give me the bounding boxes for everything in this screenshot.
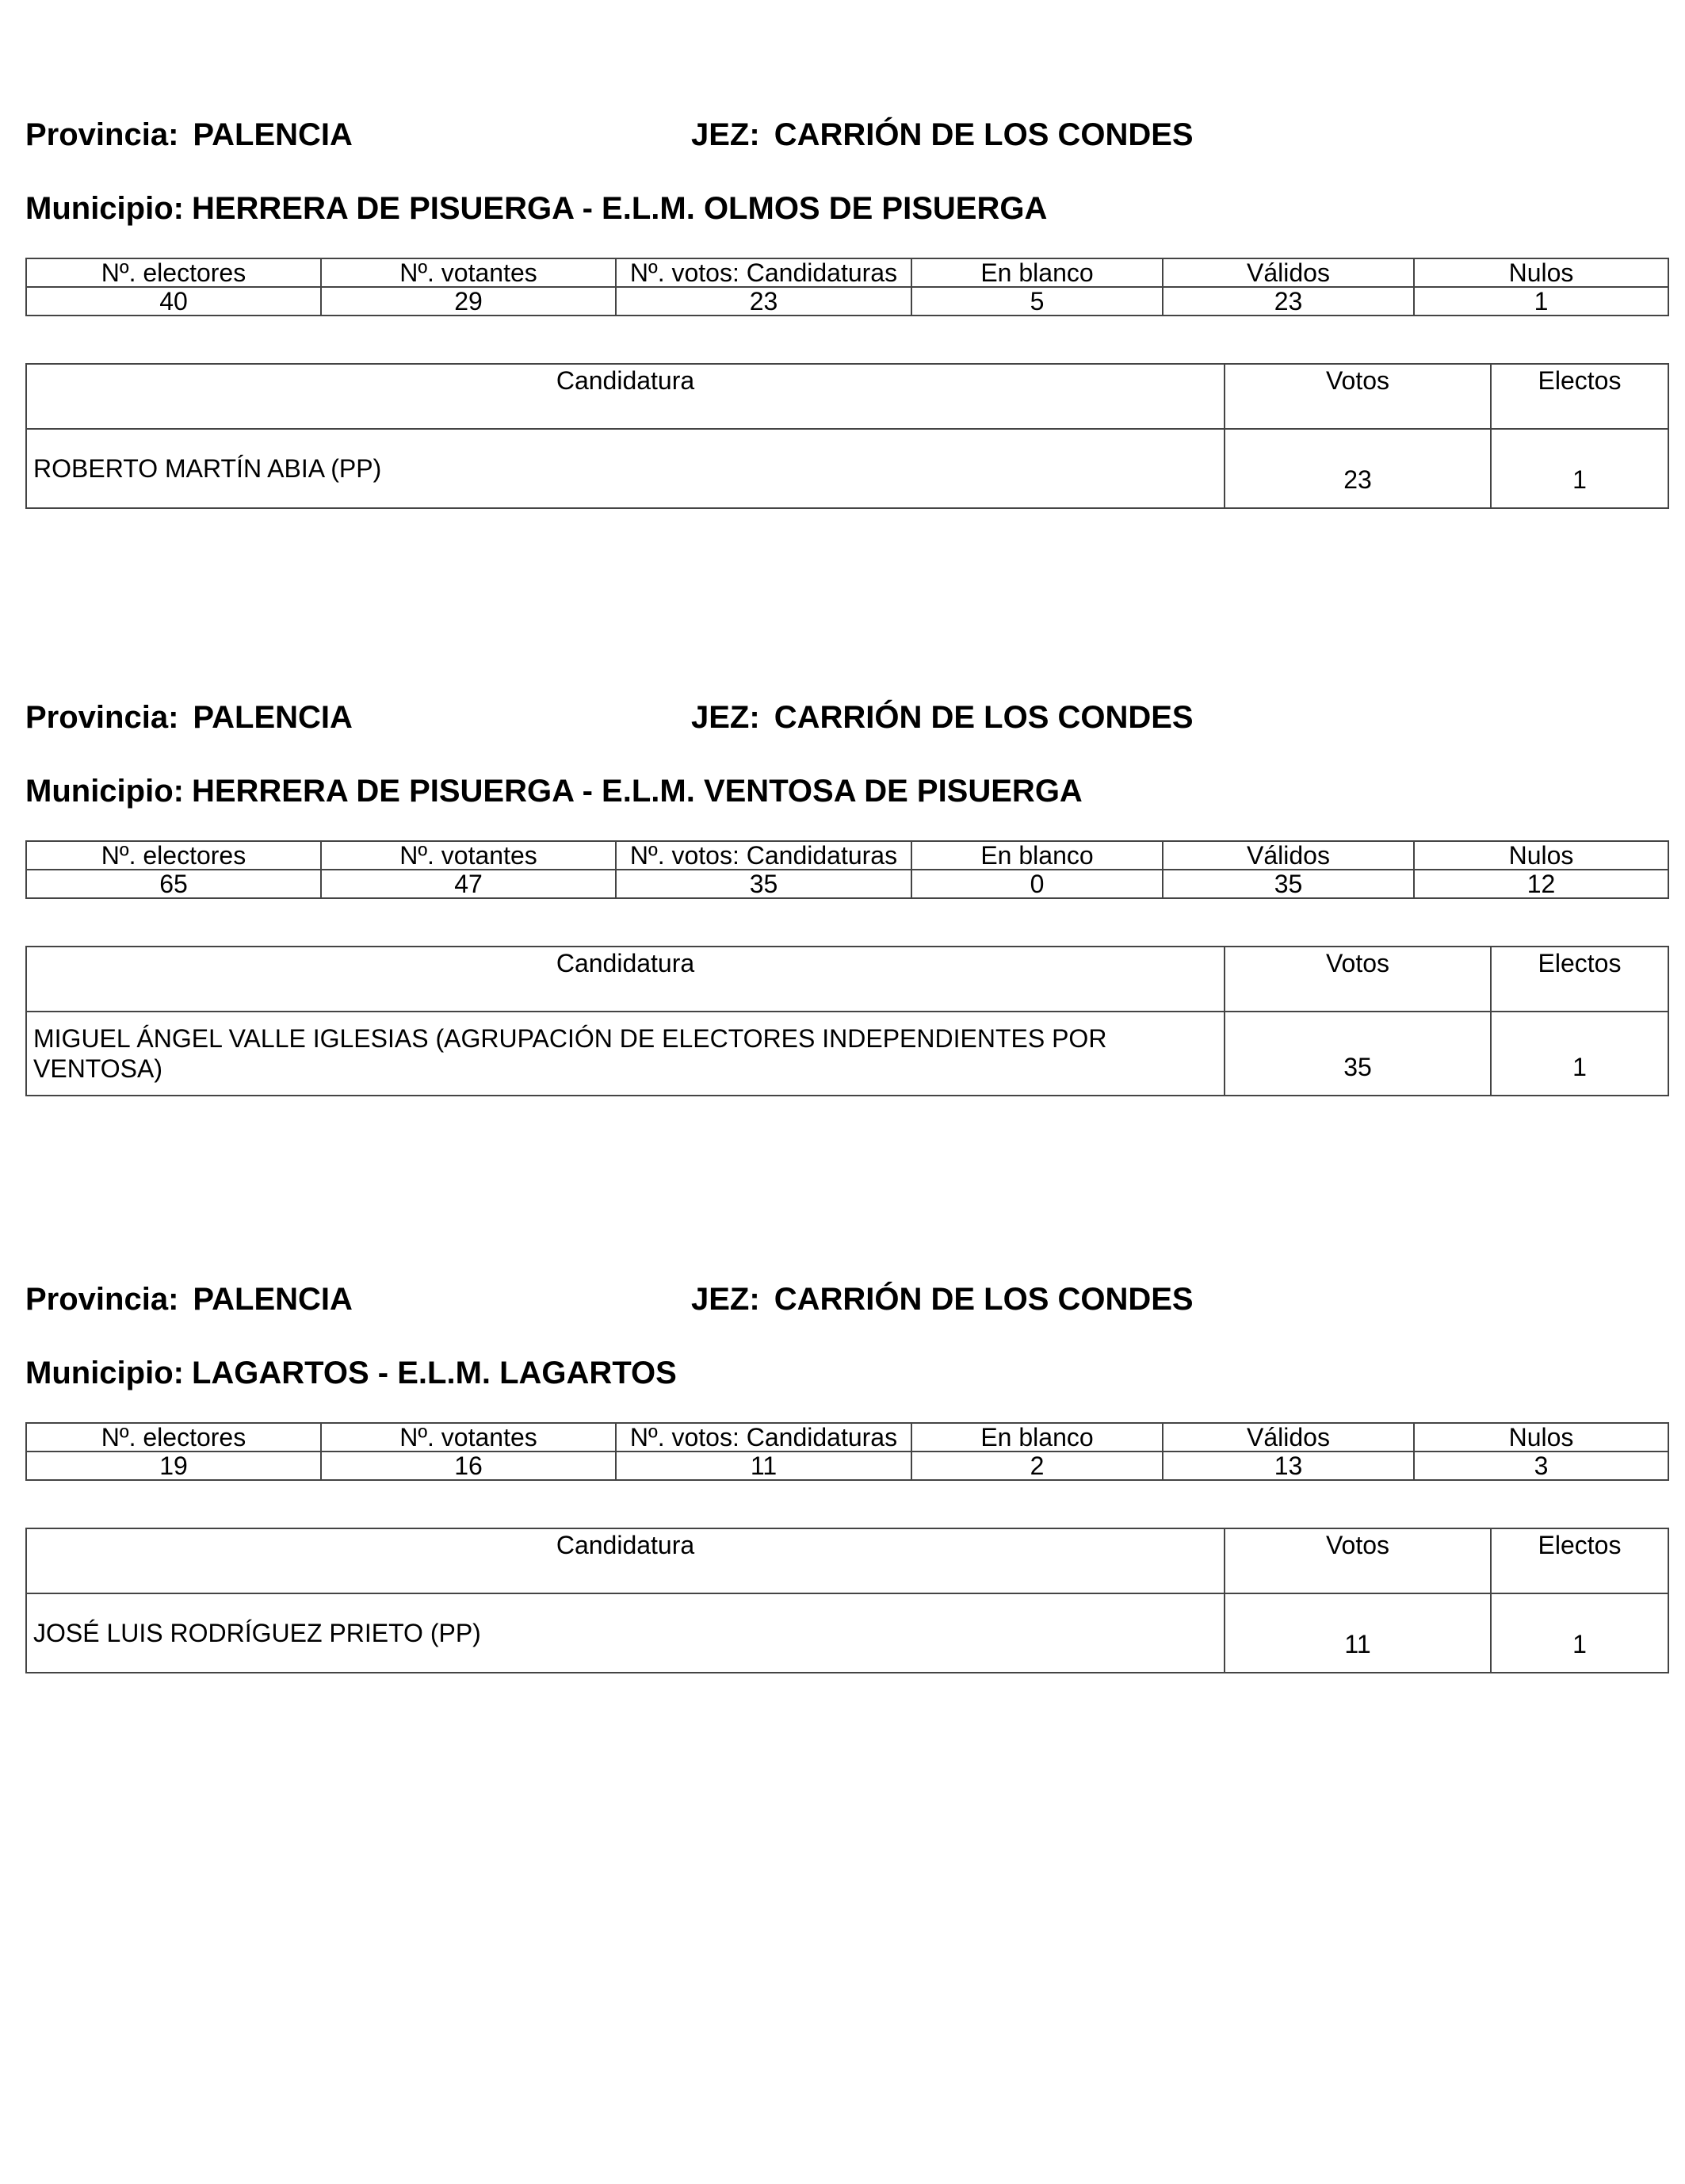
stats-value-cell: 11 bbox=[616, 1452, 911, 1480]
candidate-row bbox=[26, 1012, 1668, 1096]
stats-header-cell: Nº. electores bbox=[26, 258, 321, 287]
stats-value-cell: 5 bbox=[911, 287, 1163, 316]
municipio-value: HERRERA DE PISUERGA - E.L.M. VENTOSA DE PISUERGA bbox=[191, 774, 1083, 809]
municipio-label: Municipio: bbox=[25, 191, 184, 226]
provincia-line bbox=[25, 1276, 353, 1323]
candidate-votes: 23 bbox=[1225, 429, 1491, 508]
stats-value-cell: 23 bbox=[616, 287, 911, 316]
provincia-label: Provincia: bbox=[25, 700, 179, 735]
stats-header-cell: Nulos bbox=[1414, 1423, 1668, 1452]
municipio-line bbox=[25, 185, 1047, 232]
stats-value-cell: 47 bbox=[321, 870, 616, 898]
jez-label: JEZ: bbox=[691, 700, 760, 735]
jez-line bbox=[691, 1276, 1194, 1323]
stats-header-cell: Nº. votantes bbox=[321, 841, 616, 870]
stats-table bbox=[25, 1422, 1669, 1481]
municipio-line bbox=[25, 1349, 677, 1397]
stats-value-cell: 2 bbox=[911, 1452, 1163, 1480]
stats-value-cell: 40 bbox=[26, 287, 321, 316]
stats-table bbox=[25, 840, 1669, 899]
candidate-elected: 1 bbox=[1491, 429, 1668, 508]
provincia-line bbox=[25, 111, 353, 159]
stats-header-cell: Válidos bbox=[1163, 1423, 1414, 1452]
stats-value-cell: 3 bbox=[1414, 1452, 1668, 1480]
municipio-value: LAGARTOS - E.L.M. LAGARTOS bbox=[191, 1356, 677, 1390]
candidatura-header: Candidatura bbox=[26, 1528, 1225, 1593]
stats-value-row bbox=[26, 287, 1668, 316]
stats-value-row bbox=[26, 870, 1668, 898]
municipality-block-1 bbox=[25, 111, 1668, 507]
provincia-label: Provincia: bbox=[25, 117, 179, 152]
candidate-row bbox=[26, 1593, 1668, 1673]
stats-header-cell: Nº. votos: Candidaturas bbox=[616, 258, 911, 287]
stats-value-cell: 16 bbox=[321, 1452, 616, 1480]
stats-value-cell: 12 bbox=[1414, 870, 1668, 898]
stats-value-cell: 29 bbox=[321, 287, 616, 316]
stats-value-cell: 1 bbox=[1414, 287, 1668, 316]
provincia-label: Provincia: bbox=[25, 1282, 179, 1317]
jez-line bbox=[691, 111, 1194, 159]
stats-value-cell: 65 bbox=[26, 870, 321, 898]
provincia-value: PALENCIA bbox=[193, 1282, 353, 1317]
jez-value: CARRIÓN DE LOS CONDES bbox=[774, 117, 1194, 152]
candidates-table bbox=[25, 946, 1669, 1096]
stats-header-cell: Válidos bbox=[1163, 258, 1414, 287]
candidate-name: ROBERTO MARTÍN ABIA (PP) bbox=[26, 429, 1225, 508]
candidate-name: JOSÉ LUIS RODRÍGUEZ PRIETO (PP) bbox=[26, 1593, 1225, 1673]
candidate-votes: 11 bbox=[1225, 1593, 1491, 1673]
stats-value-cell: 35 bbox=[1163, 870, 1414, 898]
stats-header-row bbox=[26, 258, 1668, 287]
candidatura-header: Candidatura bbox=[26, 947, 1225, 1012]
electos-header: Electos bbox=[1491, 947, 1668, 1012]
jez-value: CARRIÓN DE LOS CONDES bbox=[774, 700, 1194, 735]
candidates-header-row bbox=[26, 947, 1668, 1012]
stats-header-cell: En blanco bbox=[911, 1423, 1163, 1452]
stats-value-cell: 0 bbox=[911, 870, 1163, 898]
candidate-row bbox=[26, 429, 1668, 508]
municipio-label: Municipio: bbox=[25, 1356, 184, 1390]
candidate-elected: 1 bbox=[1491, 1593, 1668, 1673]
stats-value-cell: 19 bbox=[26, 1452, 321, 1480]
stats-header-cell: Nº. electores bbox=[26, 1423, 321, 1452]
stats-table bbox=[25, 258, 1669, 316]
stats-header-row bbox=[26, 841, 1668, 870]
stats-header-cell: Nulos bbox=[1414, 258, 1668, 287]
jez-label: JEZ: bbox=[691, 1282, 760, 1317]
provincia-value: PALENCIA bbox=[193, 117, 353, 152]
municipio-label: Municipio: bbox=[25, 774, 184, 809]
stats-header-cell: Nº. electores bbox=[26, 841, 321, 870]
votos-header: Votos bbox=[1225, 364, 1491, 429]
stats-header-cell: Nº. votantes bbox=[321, 1423, 616, 1452]
municipio-line bbox=[25, 767, 1083, 815]
electos-header: Electos bbox=[1491, 1528, 1668, 1593]
jez-line bbox=[691, 694, 1194, 741]
stats-header-cell: Nº. votos: Candidaturas bbox=[616, 1423, 911, 1452]
jez-label: JEZ: bbox=[691, 117, 760, 152]
stats-header-cell: Válidos bbox=[1163, 841, 1414, 870]
stats-header-cell: Nº. votantes bbox=[321, 258, 616, 287]
candidates-header-row bbox=[26, 364, 1668, 429]
stats-header-cell: Nulos bbox=[1414, 841, 1668, 870]
stats-header-cell: En blanco bbox=[911, 841, 1163, 870]
provincia-line bbox=[25, 694, 353, 741]
stats-header-row bbox=[26, 1423, 1668, 1452]
jez-value: CARRIÓN DE LOS CONDES bbox=[774, 1282, 1194, 1317]
stats-header-cell: En blanco bbox=[911, 258, 1163, 287]
stats-value-cell: 13 bbox=[1163, 1452, 1414, 1480]
candidate-elected: 1 bbox=[1491, 1012, 1668, 1096]
stats-value-cell: 35 bbox=[616, 870, 911, 898]
stats-value-cell: 23 bbox=[1163, 287, 1414, 316]
candidates-table bbox=[25, 1528, 1669, 1673]
stats-value-row bbox=[26, 1452, 1668, 1480]
candidates-header-row bbox=[26, 1528, 1668, 1593]
votos-header: Votos bbox=[1225, 1528, 1491, 1593]
stats-header-cell: Nº. votos: Candidaturas bbox=[616, 841, 911, 870]
candidates-table bbox=[25, 363, 1669, 509]
candidate-name: MIGUEL ÁNGEL VALLE IGLESIAS (AGRUPACIÓN DE ELECTORES INDEPENDIENTES POR VENTOSA) bbox=[26, 1012, 1225, 1096]
municipio-value: HERRERA DE PISUERGA - E.L.M. OLMOS DE PISUERGA bbox=[191, 191, 1048, 226]
votos-header: Votos bbox=[1225, 947, 1491, 1012]
provincia-value: PALENCIA bbox=[193, 700, 353, 735]
municipality-block-2 bbox=[25, 694, 1668, 1098]
candidate-votes: 35 bbox=[1225, 1012, 1491, 1096]
electos-header: Electos bbox=[1491, 364, 1668, 429]
candidatura-header: Candidatura bbox=[26, 364, 1225, 429]
municipality-block-3 bbox=[25, 1276, 1668, 1672]
